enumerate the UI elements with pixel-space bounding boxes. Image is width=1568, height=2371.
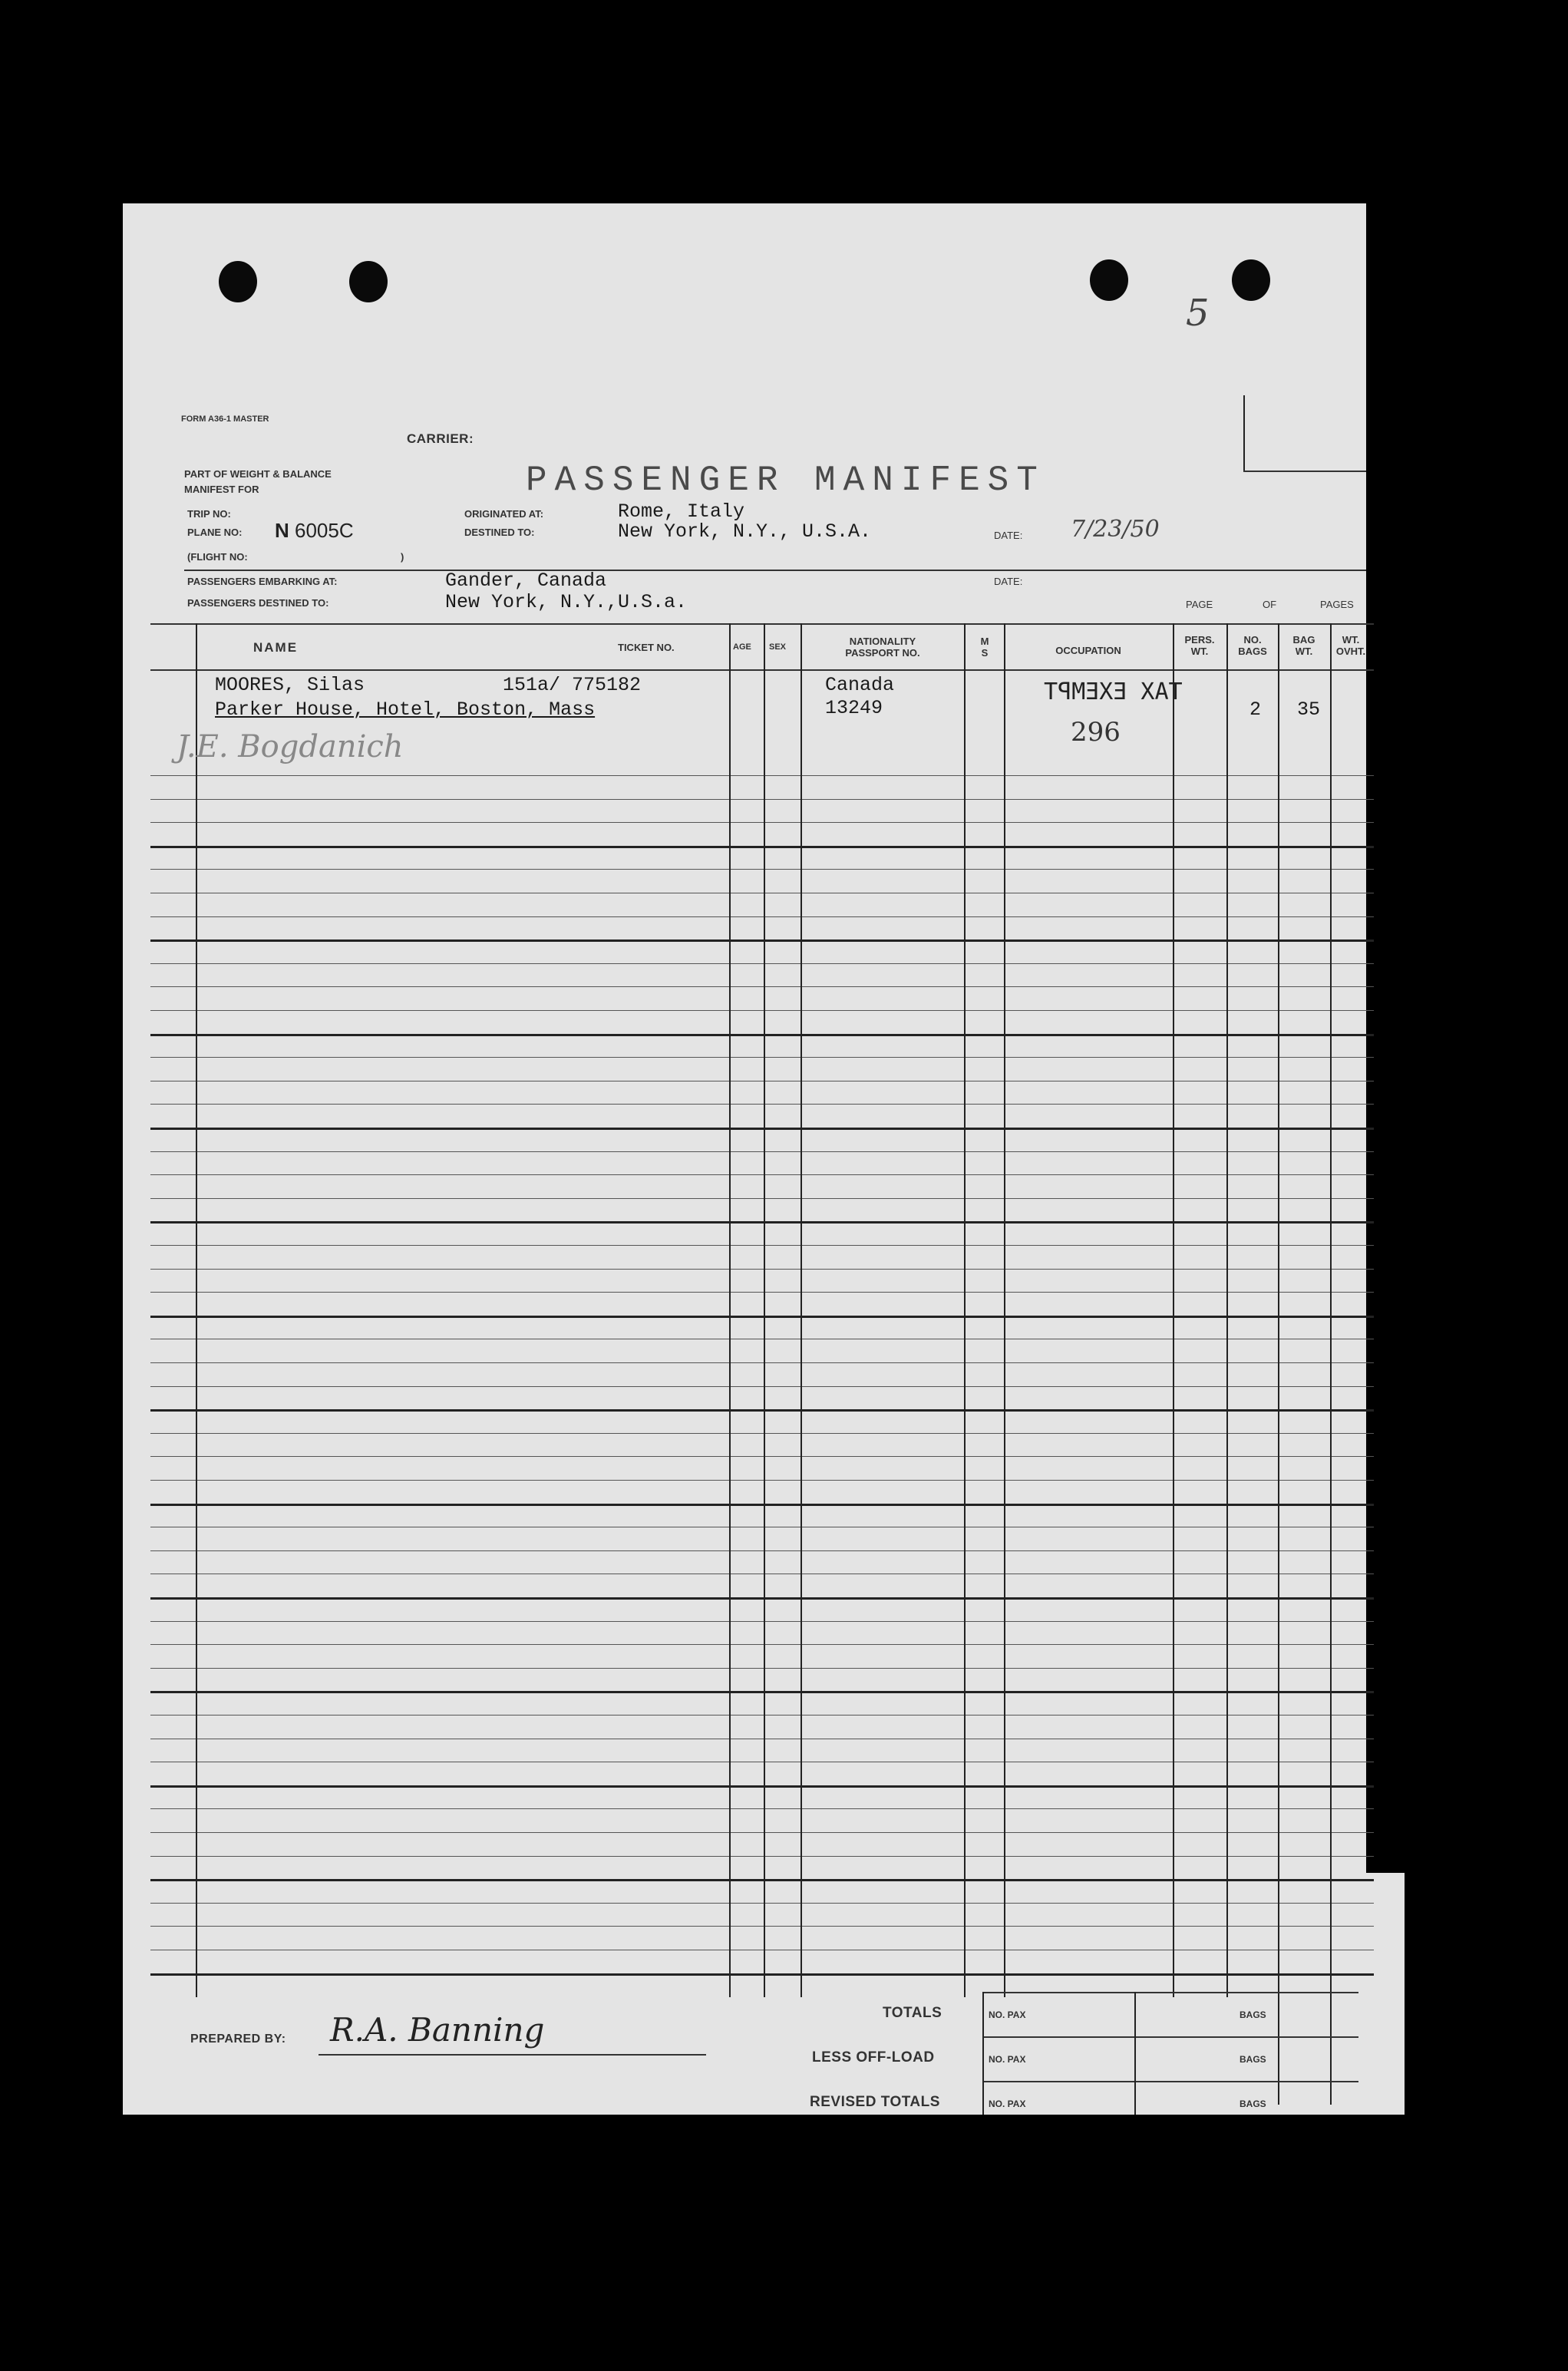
table-row-line [150, 1245, 1374, 1246]
column-divider [1004, 623, 1005, 1997]
table-row-line [150, 846, 1374, 848]
passenger-ticket: 151a/ 775182 [503, 674, 642, 696]
table-row-line [150, 869, 1374, 870]
table-row-line [150, 1879, 1374, 1881]
bags-label: BAGS [1240, 2009, 1266, 2020]
pers-wt-header-line1: PERS. [1184, 634, 1215, 646]
passenger-address: Parker House, Hotel, Boston, Mass [215, 698, 596, 721]
manifest-for-label: MANIFEST FOR [184, 484, 259, 495]
plane-label: PLANE NO: [187, 527, 243, 538]
column-header-name: NAME [253, 640, 299, 655]
wt-ovht-header-line2: OVHT. [1335, 646, 1366, 657]
nationality-header-line2: PASSPORT NO. [845, 647, 920, 659]
no-pax-label: NO. PAX [989, 2009, 1026, 2020]
no-pax-label: NO. PAX [989, 2099, 1026, 2109]
ms-header-line2: S [981, 647, 989, 659]
table-row-line [150, 1668, 1374, 1669]
column-divider [964, 623, 966, 1997]
column-divider [1330, 623, 1332, 2105]
table-row-line [150, 939, 1374, 942]
table-row-line [150, 1433, 1374, 1434]
flight-close: ) [401, 551, 404, 563]
originated-label: ORIGINATED AT: [464, 508, 544, 520]
passenger-passport: 13249 [825, 697, 883, 719]
table-row-line [150, 1151, 1374, 1152]
column-header-pers-wt [1174, 634, 1225, 657]
prepared-by-label: PREPARED BY: [190, 2033, 286, 2046]
table-row-line [150, 1715, 1374, 1716]
pers-wt-header-line2: WT. [1190, 646, 1209, 657]
table-row-line [150, 1621, 1374, 1622]
table-row-line [150, 1198, 1374, 1199]
punch-hole-icon [1090, 259, 1128, 301]
punch-hole-icon [219, 261, 257, 302]
table-row-line [150, 1292, 1374, 1293]
table-row-line [150, 1386, 1374, 1387]
table-row-line [150, 822, 1374, 823]
punch-hole-icon [1232, 259, 1270, 301]
table-row-line [150, 1903, 1374, 1904]
table-row-line [150, 1010, 1374, 1011]
table-row-line [150, 963, 1374, 964]
passenger-signature: J.E. Bogdanich [177, 729, 404, 764]
date-label-2: DATE: [994, 576, 1023, 587]
trip-label: TRIP NO: [187, 508, 231, 520]
totals-divider-v [1134, 1992, 1136, 2115]
occupation-number: 296 [1071, 717, 1121, 748]
manifest-paper-footer [152, 1873, 1405, 2115]
plane-number [275, 519, 354, 543]
no-bags-header-line2: BAGS [1238, 646, 1267, 657]
of-label: OF [1263, 599, 1277, 610]
column-divider [801, 623, 802, 1997]
bags-label: BAGS [1240, 2099, 1266, 2109]
table-row-line [150, 1973, 1374, 1976]
flight-label: (FLIGHT NO: [187, 551, 248, 563]
column-header-occupation: OCCUPATION [1055, 645, 1121, 656]
wt-ovht-header-line1: WT. [1342, 634, 1360, 646]
no-bags-header-line1: NO. [1243, 634, 1262, 646]
bags-label: BAGS [1240, 2054, 1266, 2065]
nationality-header-line1: NATIONALITY [849, 636, 916, 647]
table-row-line [150, 986, 1374, 987]
table-row-line [150, 1550, 1374, 1551]
part-of-label: PART OF WEIGHT & BALANCE [184, 468, 332, 480]
totals-divider [982, 1992, 1358, 1993]
form-number: FORM A36-1 MASTER [181, 414, 269, 424]
prepared-underline [319, 2054, 706, 2056]
column-header-ticket: TICKET NO. [618, 642, 675, 653]
column-header-ms [967, 636, 1002, 659]
table-row-line [150, 1128, 1374, 1130]
page-label: PAGE [1186, 599, 1213, 610]
plane-number-value: 6005C [295, 519, 354, 542]
pages-label: PAGES [1320, 599, 1354, 610]
date-value: 7/23/50 [1071, 516, 1160, 543]
table-row-line [150, 1269, 1374, 1270]
table-row-line [150, 1808, 1374, 1809]
passenger-nationality: Canada [825, 674, 895, 696]
table-row-line [150, 916, 1374, 917]
less-offload-label: LESS OFF-LOAD [812, 2049, 935, 2066]
table-header-divider [150, 669, 1374, 671]
table-row-line [150, 1362, 1374, 1363]
column-divider [196, 623, 197, 1997]
totals-label: TOTALS [883, 2005, 942, 2021]
table-row-line [150, 1504, 1374, 1506]
column-divider [1173, 623, 1174, 1997]
table-row-line [150, 1597, 1374, 1600]
page-mark: 5 [1186, 292, 1210, 335]
column-header-bag-wt [1279, 634, 1329, 657]
table-row-line [150, 1221, 1374, 1223]
passenger-bag-wt: 35 [1297, 698, 1321, 721]
table-top-border [150, 623, 1374, 625]
table-row-line [150, 1785, 1374, 1788]
column-header-nationality [803, 636, 962, 659]
plane-prefix: N [275, 519, 289, 542]
column-divider [1226, 623, 1228, 1997]
destined-value: New York, N.Y., U.S.A. [618, 520, 872, 543]
corner-bracket [1243, 395, 1245, 472]
table-row-line [150, 1926, 1374, 1927]
totals-divider [982, 2036, 1358, 2038]
column-header-wt-ovht [1332, 634, 1370, 657]
table-row-line [150, 1174, 1374, 1175]
revised-totals-label: REVISED TOTALS [810, 2094, 940, 2110]
table-row-line [150, 1057, 1374, 1058]
table-row-line [150, 1480, 1374, 1481]
page-title: PASSENGER MANIFEST [526, 461, 1045, 500]
table-row-line [150, 1409, 1374, 1412]
punch-hole-icon [349, 261, 388, 302]
header-divider [184, 570, 1366, 571]
bag-wt-header-line2: WT. [1295, 646, 1313, 657]
dest-pass-label: PASSENGERS DESTINED TO: [187, 597, 329, 609]
table-row-line [150, 1316, 1374, 1318]
prepared-signature: R.A. Banning [330, 2011, 545, 2049]
table-row-line [150, 775, 1374, 776]
column-divider [764, 623, 765, 1997]
totals-divider-v [982, 1992, 984, 2115]
occupation-stamp: TAX EXEMPT [1044, 679, 1183, 705]
ms-header-line1: M [980, 636, 989, 647]
table-row-line [150, 1034, 1374, 1036]
bag-wt-header-line1: BAG [1292, 634, 1315, 646]
passenger-no-bags: 2 [1249, 698, 1262, 721]
table-row-line [150, 1104, 1374, 1105]
no-pax-label: NO. PAX [989, 2054, 1026, 2065]
passenger-name: MOORES, Silas [215, 674, 365, 696]
table-row-line [150, 1456, 1374, 1457]
date-label: DATE: [994, 530, 1023, 541]
table-row-line [150, 1832, 1374, 1833]
embarking-value: Gander, Canada [445, 570, 607, 592]
table-row-line [150, 1856, 1374, 1857]
column-header-sex: SEX [769, 642, 787, 652]
originated-value: Rome, Italy [618, 500, 745, 523]
carrier-label: CARRIER: [407, 431, 474, 446]
column-header-no-bags [1228, 634, 1277, 657]
destined-label: DESTINED TO: [464, 527, 535, 538]
corner-bracket [1243, 471, 1366, 472]
column-divider [729, 623, 731, 1997]
table-row-line [150, 1691, 1374, 1693]
table-row-line [150, 799, 1374, 800]
totals-divider [982, 2081, 1358, 2082]
embarking-label: PASSENGERS EMBARKING AT: [187, 576, 338, 587]
column-header-age: AGE [733, 642, 751, 652]
table-row-line [150, 1644, 1374, 1645]
column-divider [1278, 623, 1279, 2105]
dest-pass-value: New York, N.Y.,U.S.a. [445, 591, 688, 613]
